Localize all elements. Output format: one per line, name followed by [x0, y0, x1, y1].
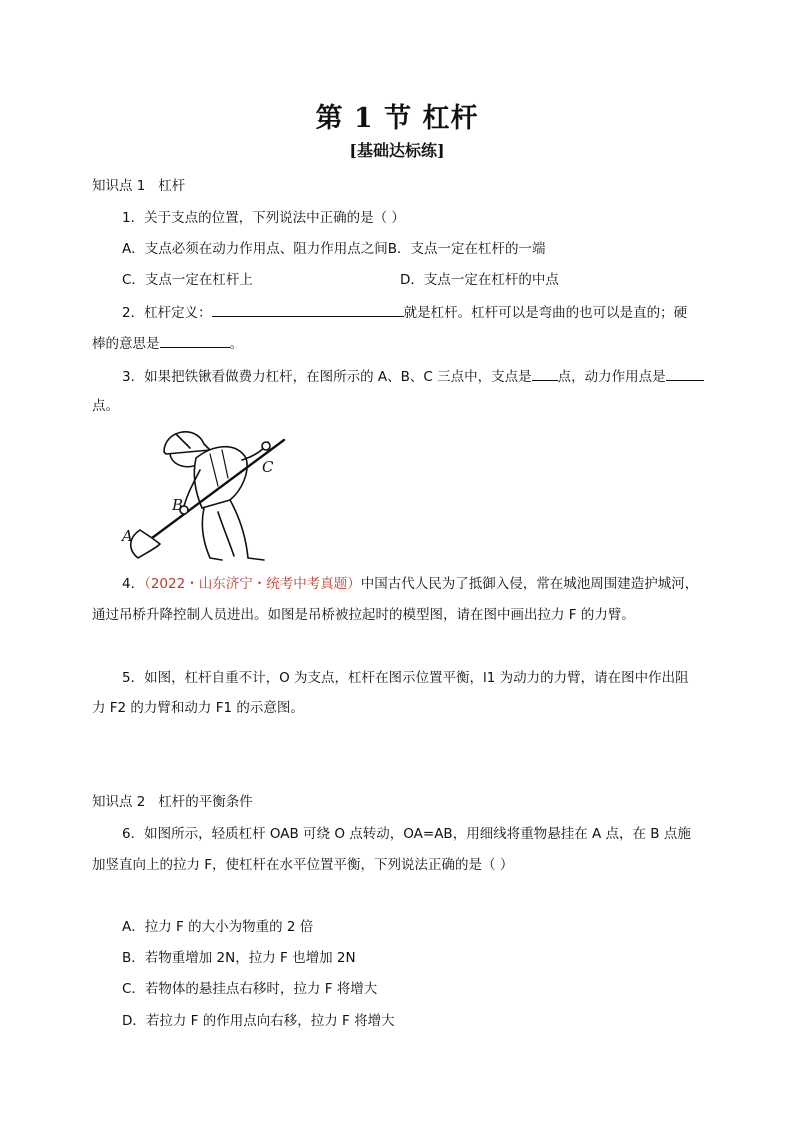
knowledge-point-2-label: 知识点 2 [92, 794, 146, 810]
question-5-line-2: 力 F2 的力臂和动力 F1 的示意图。 [92, 700, 304, 716]
figure-label-c: C [262, 458, 274, 476]
torso-outline [194, 447, 247, 508]
question-1-option-b: B．支点一定在杠杆的一端 [387, 241, 546, 257]
right-leg [230, 500, 264, 560]
shovel-worker-figure [118, 420, 288, 570]
question-2-line-1: 2．杠杆定义： 就是杠杆。杠杆可以是弯曲的也可以是直的；硬 [122, 302, 687, 323]
figure-label-a: A [122, 527, 133, 545]
question-3-line-1: 3．如果把铁锹看做费力杠杆，在图所示的 A、B、C 三点中，支点是 点，动力作用点是 [122, 366, 704, 387]
question-2-blank-2[interactable] [160, 333, 230, 348]
upper-hand [262, 442, 270, 450]
question-5-line-1: 5．如图，杠杆自重不计，O 为支点，杠杆在图示位置平衡，l1 为动力的力臂，请在图中作出阻 [122, 670, 689, 686]
page-subtitle: [基础达标练] [349, 141, 445, 160]
question-1-option-c: C．支点一定在杠杆上 [122, 272, 253, 288]
head-outline [170, 454, 198, 467]
question-4-line-1: 4．（2022・山东济宁・统考中考真题）中国古代人民为了抵御入侵，常在城池周围建造护城河， [122, 576, 699, 592]
knowledge-point-1-label: 知识点 1 [92, 178, 146, 194]
page-title: 第 1 节 杠杆 [315, 103, 479, 134]
helmet-icon [164, 432, 210, 454]
question-1-options-ab [122, 239, 546, 259]
question-4-line-2: 通过吊桥升降控制人员进出。如图是吊桥被拉起时的模型图，请在图中画出拉力 F 的力臂。 [92, 607, 635, 623]
question-4-source: （2022・山东济宁・统考中考真题） [144, 576, 361, 592]
question-3-blank-2[interactable] [666, 366, 704, 381]
question-1-option-d: D．支点一定在杠杆的中点 [400, 272, 559, 288]
question-6-option-a: A．拉力 F 的大小为物重的 2 倍 [122, 919, 314, 935]
question-6-option-c: C．若物体的悬挂点右移时，拉力 F 将增大 [122, 981, 378, 997]
question-6-option-b: B．若物重增加 2N，拉力 F 也增加 2N [122, 950, 356, 966]
question-3-blank-1[interactable] [532, 366, 558, 381]
knowledge-point-1-heading [92, 176, 185, 196]
knowledge-point-1-name: 杠杆 [158, 178, 186, 194]
question-2-blank-1[interactable] [212, 302, 404, 317]
figure-label-b: B [172, 496, 184, 514]
question-1-option-a: A．支点必须在动力作用点、阻力作用点之间 [122, 241, 388, 257]
question-2-line-2: 棒的意思是 。 [92, 333, 243, 354]
question-6-line-2: 加竖直向上的拉力 F，使杠杆在水平位置平衡，下列说法正确的是（ ） [92, 857, 514, 873]
question-6-line-1: 6．如图所示，轻质杠杆 OAB 可绕 O 点转动，OA=AB，用细线将重物悬挂在 A 点，在 B 点施 [122, 826, 691, 842]
knowledge-point-2-name: 杠杆的平衡条件 [158, 794, 253, 810]
question-1-stem: 1．关于支点的位置，下列说法中正确的是（ ） [122, 210, 405, 226]
question-3-line-2: 点。 [92, 398, 119, 414]
question-6-option-d: D．若拉力 F 的作用点向右移，拉力 F 将增大 [122, 1013, 395, 1029]
knowledge-point-2-heading [92, 792, 253, 812]
